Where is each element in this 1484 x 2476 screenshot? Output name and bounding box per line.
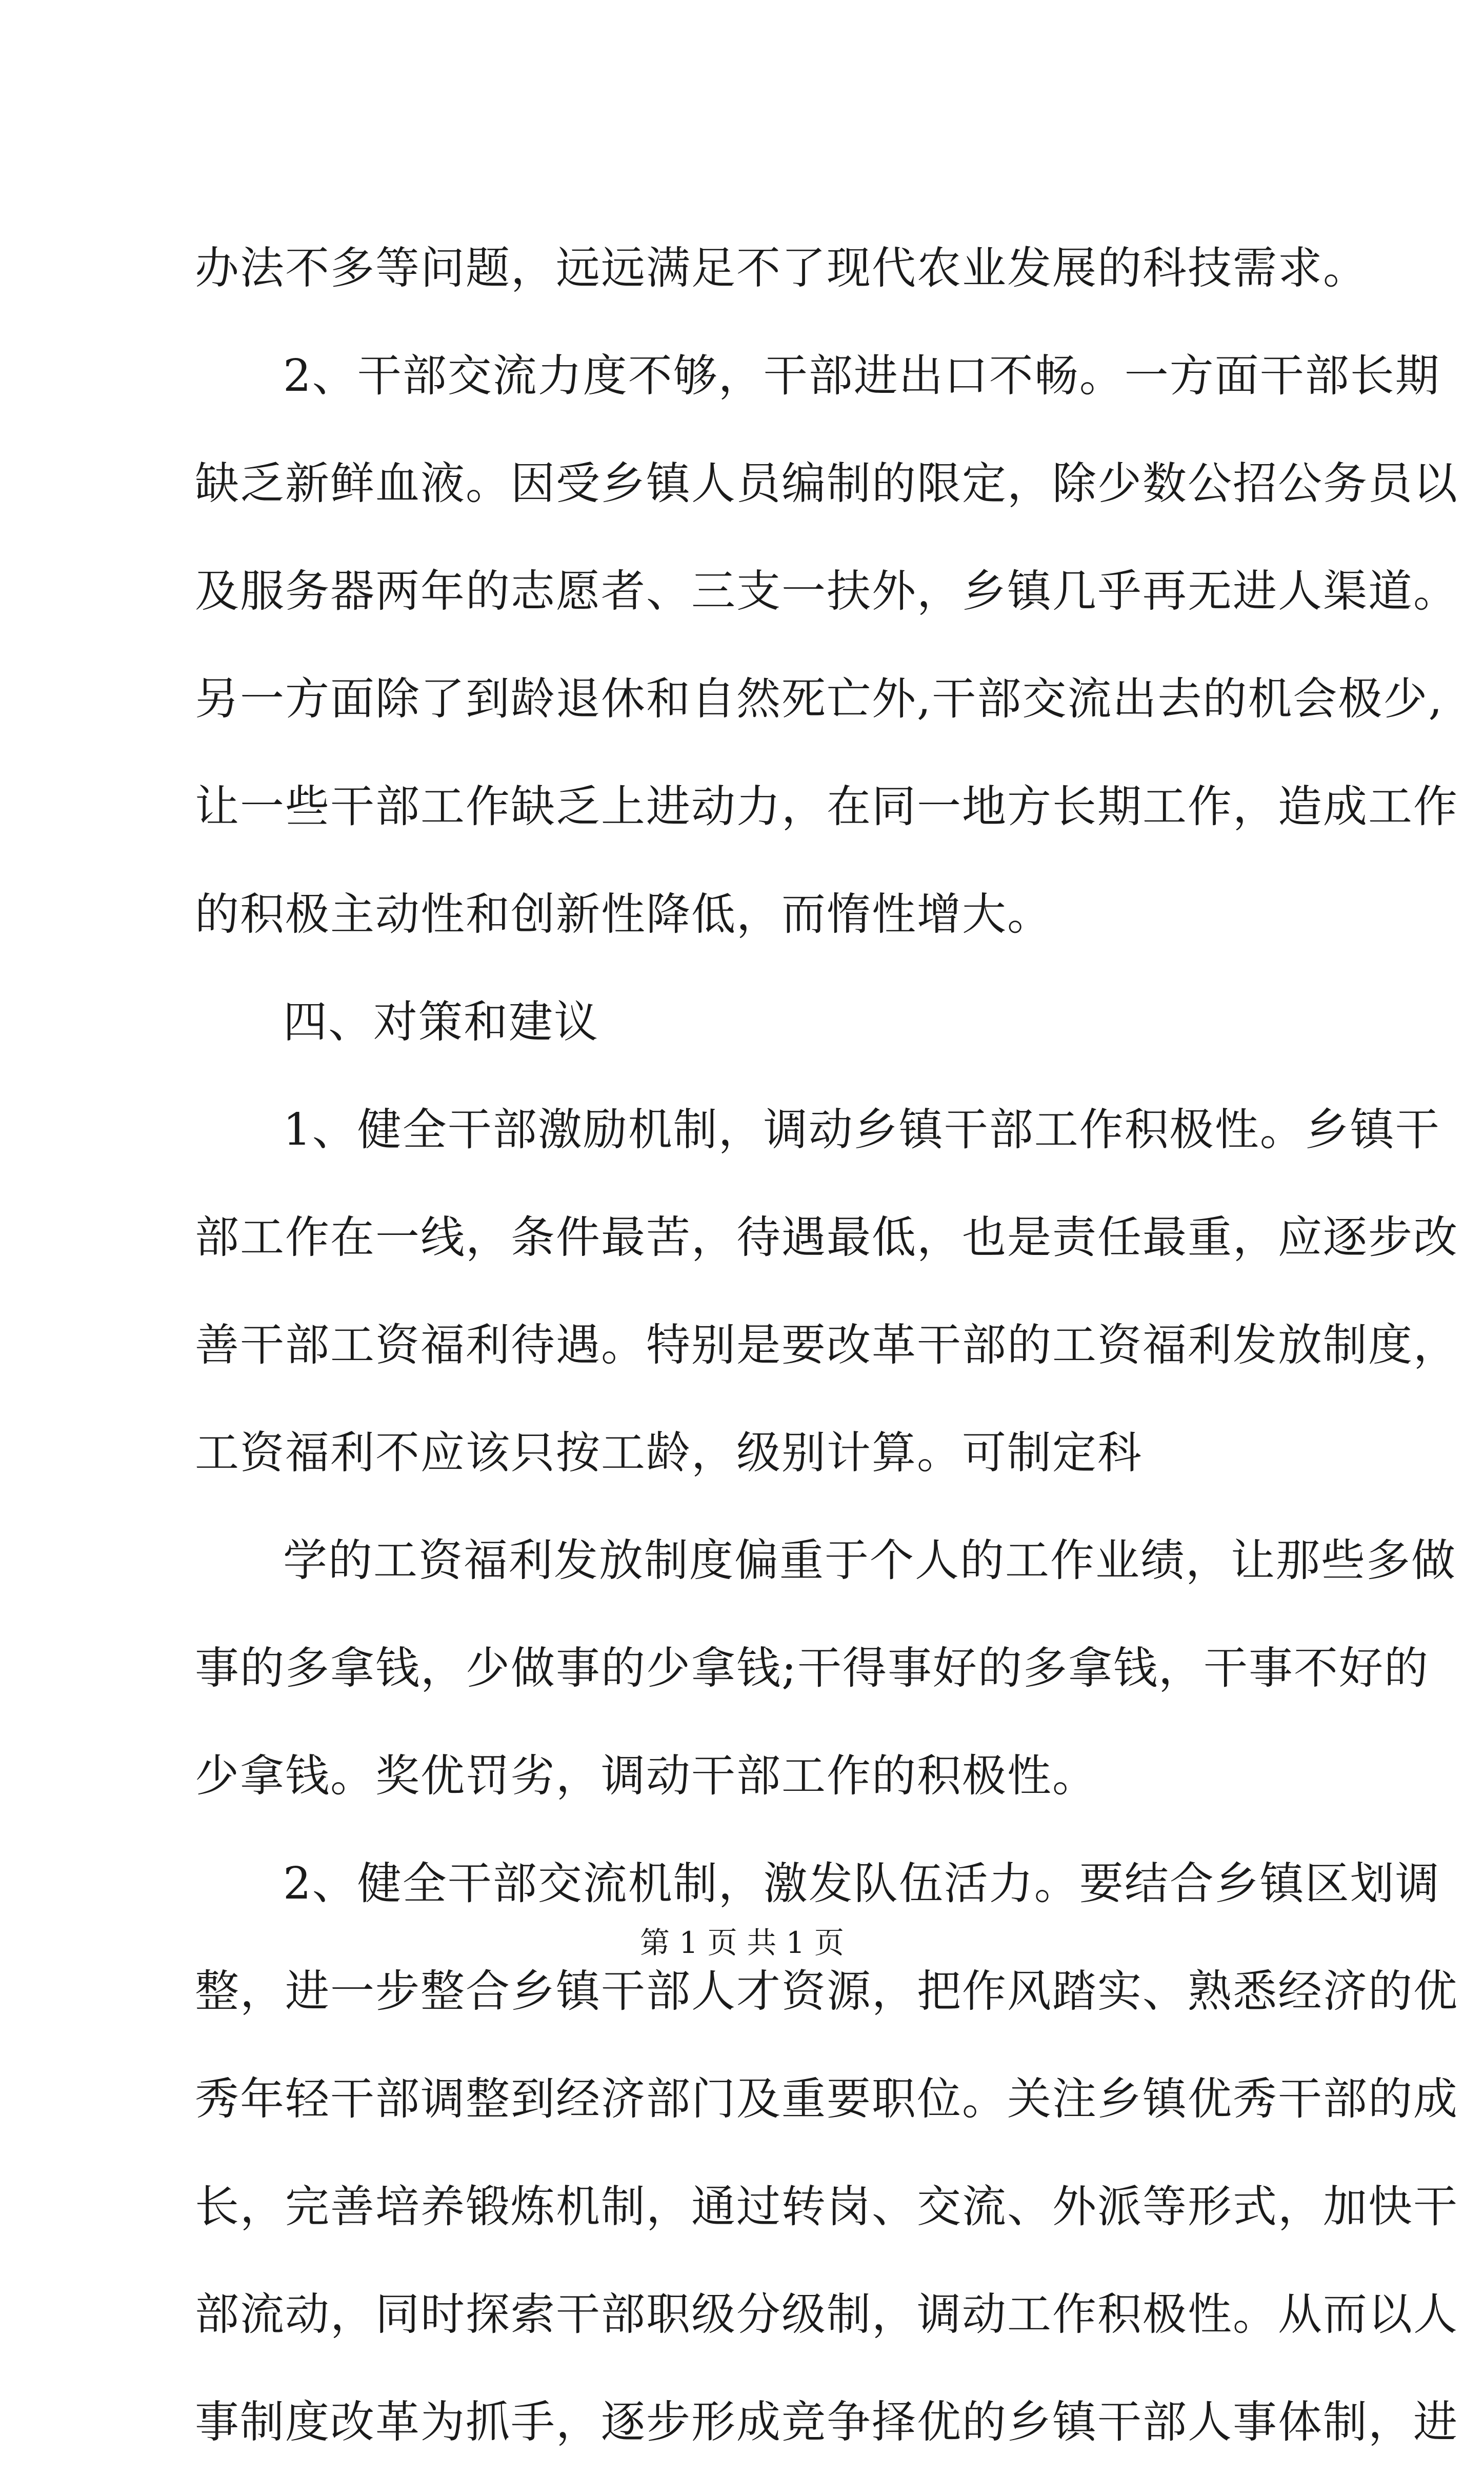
text-line: 善干部工资福利待遇。特别是要改革干部的工资福利发放制度， xyxy=(195,1320,1458,1371)
text-line: 工资福利不应该只按工龄，级别计算。可制定科 xyxy=(195,1427,1142,1479)
text-line: 1、健全干部激励机制，调动乡镇干部工作积极性。乡镇干 xyxy=(283,1104,1440,1155)
text-line: 的积极主动性和创新性降低，而惰性增大。 xyxy=(195,889,1052,940)
text-line: 部工作在一线，条件最苦，待遇最低，也是责任最重，应逐步改 xyxy=(195,1212,1458,1263)
text-line: 另一方面除了到龄退休和自然死亡外,干部交流出去的机会极少, xyxy=(195,673,1443,725)
text-line: 及服务器两年的志愿者、三支一扶外，乡镇几乎再无进人渠道。 xyxy=(195,566,1458,617)
page-footer: 第 1 页 共 1 页 xyxy=(640,1925,844,1960)
text-line: 学的工资福利发放制度偏重于个人的工作业绩，让那些多做 xyxy=(283,1535,1456,1586)
text-line: 事的多拿钱，少做事的少拿钱;干得事好的多拿钱，干事不好的 xyxy=(195,1643,1429,1694)
text-line: 整，进一步整合乡镇干部人才资源，把作风踏实、熟悉经济的优 xyxy=(195,1966,1458,2017)
text-line: 长，完善培养锻炼机制，通过转岗、交流、外派等形式，加快干 xyxy=(195,2181,1458,2232)
text-line: 少拿钱。奖优罚劣，调动干部工作的积极性。 xyxy=(195,1750,1097,1802)
text-line: 事制度改革为抓手，逐步形成竞争择优的乡镇干部人事体制，进 xyxy=(195,2397,1458,2448)
text-line: 秀年轻干部调整到经济部门及重要职位。关注乡镇优秀干部的成 xyxy=(195,2073,1458,2125)
text-line: 四、对策和建议 xyxy=(283,996,599,1048)
document-body xyxy=(195,214,1458,2476)
text-line: 让一些干部工作缺乏上进动力，在同一地方长期工作，造成工作 xyxy=(195,781,1458,832)
text-line: 2、健全干部交流机制，激发队伍活力。要结合乡镇区划调 xyxy=(283,1858,1440,1909)
text-line: 部流动，同时探索干部职级分级制，调动工作积极性。从而以人 xyxy=(195,2289,1458,2340)
text-line: 缺乏新鲜血液。因受乡镇人员编制的限定，除少数公招公务员以 xyxy=(195,458,1458,509)
text-line: 2、干部交流力度不够，干部进出口不畅。一方面干部长期 xyxy=(283,350,1440,402)
text-line: 办法不多等问题，远远满足不了现代农业发展的科技需求。 xyxy=(195,243,1368,294)
